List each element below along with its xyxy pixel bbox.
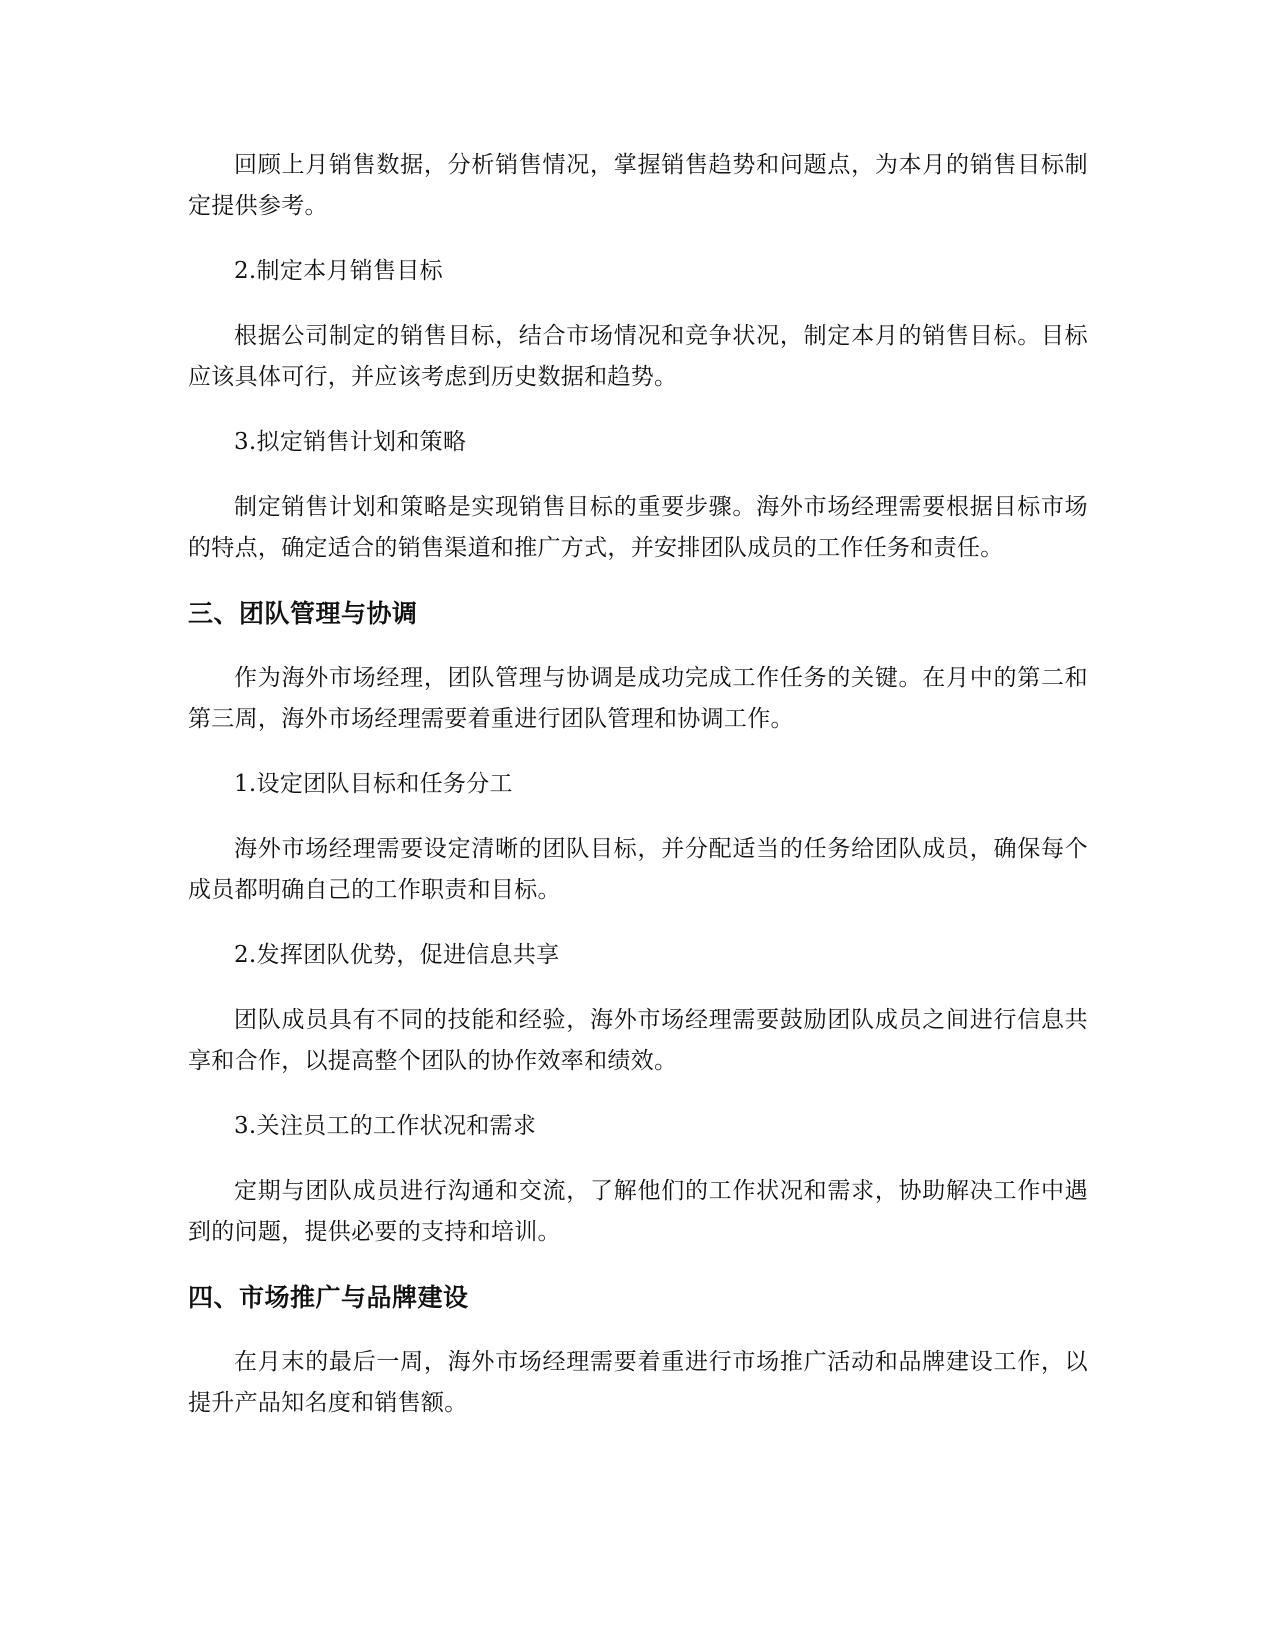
- document-body: [188, 145, 1088, 1448]
- paragraph: 在月末的最后一周，海外市场经理需要着重进行市场推广活动和品牌建设工作，以提升产品知名度和销售额。: [188, 1349, 1088, 1416]
- paragraph: 海外市场经理需要设定清晰的团队目标，并分配适当的任务给团队成员，确保每个成员都明确自己的工作职责和目标。: [188, 836, 1088, 903]
- paragraph: 作为海外市场经理，团队管理与协调是成功完成工作任务的关键。在月中的第二和第三周，海外市场经理需要着重进行团队管理和协调工作。: [188, 665, 1088, 732]
- paragraph: 制定销售计划和策略是实现销售目标的重要步骤。海外市场经理需要根据目标市场的特点，确定适合的销售渠道和推广方式，并安排团队成员的工作任务和责任。: [188, 494, 1088, 561]
- section-heading: 四、市场推广与品牌建设: [188, 1283, 469, 1312]
- section-heading: 三、团队管理与协调: [188, 599, 418, 628]
- subheading: 2.制定本月销售目标: [234, 258, 443, 284]
- paragraph: 团队成员具有不同的技能和经验，海外市场经理需要鼓励团队成员之间进行信息共享和合作，以提高整个团队的协作效率和绩效。: [188, 1007, 1088, 1074]
- paragraph: 回顾上月销售数据，分析销售情况，掌握销售趋势和问题点，为本月的销售目标制定提供参考。: [188, 152, 1088, 219]
- subheading: 3.关注员工的工作状况和需求: [234, 1113, 537, 1139]
- paragraph: 定期与团队成员进行沟通和交流，了解他们的工作状况和需求，协助解决工作中遇到的问题，提供必要的支持和培训。: [188, 1178, 1088, 1245]
- subheading: 1.设定团队目标和任务分工: [234, 771, 513, 797]
- paragraph: 根据公司制定的销售目标，结合市场情况和竞争状况，制定本月的销售目标。目标应该具体可行，并应该考虑到历史数据和趋势。: [188, 323, 1088, 390]
- subheading: 2.发挥团队优势，促进信息共享: [234, 942, 560, 968]
- subheading: 3.拟定销售计划和策略: [234, 429, 467, 455]
